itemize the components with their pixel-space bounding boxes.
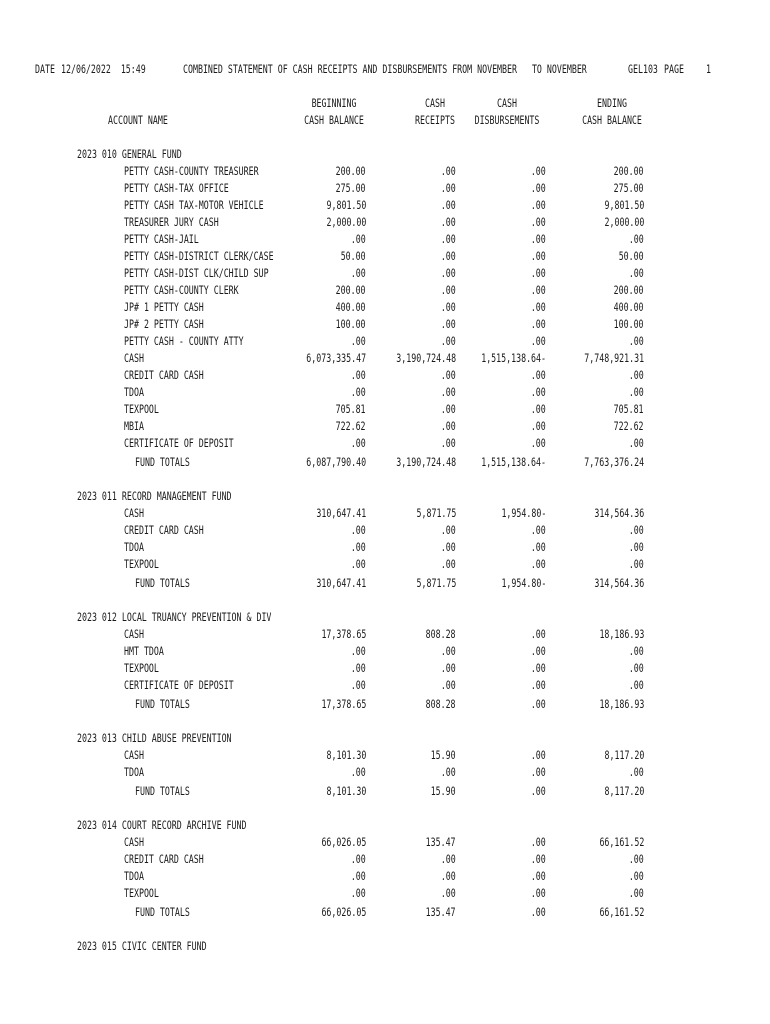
fund-total-receipts: 135.47 bbox=[426, 905, 456, 919]
disbursements-value: .00 bbox=[531, 300, 546, 314]
ending-value: 275.00 bbox=[614, 181, 644, 195]
beginning-value: 2,000.00 bbox=[326, 215, 366, 229]
account-name: HMT TDOA bbox=[124, 644, 164, 658]
disbursements-value: .00 bbox=[531, 765, 546, 779]
fund-totals-label: FUND TOTALS bbox=[135, 455, 190, 469]
ending-value: .00 bbox=[629, 678, 644, 692]
beginning-value: .00 bbox=[351, 385, 366, 399]
beginning-value: 705.81 bbox=[336, 402, 366, 416]
receipts-value: .00 bbox=[441, 765, 456, 779]
receipts-value: 808.28 bbox=[426, 627, 456, 641]
account-name: JP# 1 PETTY CASH bbox=[124, 300, 204, 314]
account-name: CREDIT CARD CASH bbox=[124, 523, 204, 537]
disbursements-value: 1,515,138.64- bbox=[481, 351, 546, 365]
receipts-value: .00 bbox=[441, 181, 456, 195]
ending-value: .00 bbox=[629, 385, 644, 399]
receipts-value: .00 bbox=[441, 368, 456, 382]
account-name: PETTY CASH-DIST CLK/CHILD SUP bbox=[124, 266, 269, 280]
ending-value: .00 bbox=[629, 852, 644, 866]
account-name: TEXPOOL bbox=[124, 661, 159, 675]
receipts-value: .00 bbox=[441, 266, 456, 280]
beginning-value: .00 bbox=[351, 334, 366, 348]
receipts-value: .00 bbox=[441, 869, 456, 883]
ending-value: 8,117.20 bbox=[604, 748, 644, 762]
account-name: CERTIFICATE OF DEPOSIT bbox=[124, 436, 234, 450]
fund-total-disbursements: 1,954.80- bbox=[501, 576, 546, 590]
account-name: CREDIT CARD CASH bbox=[124, 368, 204, 382]
beginning-value: .00 bbox=[351, 232, 366, 246]
ending-value: 66,161.52 bbox=[599, 835, 644, 849]
account-name: PETTY CASH TAX-MOTOR VEHICLE bbox=[124, 198, 264, 212]
fund-total-receipts: 3,190,724.48 bbox=[396, 455, 456, 469]
disbursements-value: .00 bbox=[531, 661, 546, 675]
ending-value: .00 bbox=[629, 334, 644, 348]
ending-value: 18,186.93 bbox=[599, 627, 644, 641]
beginning-value: .00 bbox=[351, 540, 366, 554]
account-name-header: ACCOUNT NAME bbox=[108, 113, 168, 127]
disbursements-value: .00 bbox=[531, 385, 546, 399]
disbursements-value: .00 bbox=[531, 266, 546, 280]
fund-total-beginning: 8,101.30 bbox=[326, 784, 366, 798]
ending-value: 200.00 bbox=[614, 164, 644, 178]
beginning-value: .00 bbox=[351, 852, 366, 866]
disbursements-value: .00 bbox=[531, 249, 546, 263]
account-name: PETTY CASH-COUNTY TREASURER bbox=[124, 164, 259, 178]
account-name: PETTY CASH - COUNTY ATTY bbox=[124, 334, 244, 348]
ending-value: 314,564.36 bbox=[594, 506, 644, 520]
disbursements-value: .00 bbox=[531, 317, 546, 331]
beginning-header-line2: CASH BALANCE bbox=[304, 113, 364, 127]
fund-total-ending: 66,161.52 bbox=[599, 905, 644, 919]
beginning-value: .00 bbox=[351, 368, 366, 382]
receipts-value: .00 bbox=[441, 385, 456, 399]
account-name: PETTY CASH-JAIL bbox=[124, 232, 199, 246]
receipts-header-line2: RECEIPTS bbox=[415, 113, 455, 127]
account-name: TREASURER JURY CASH bbox=[124, 215, 219, 229]
beginning-value: 9,801.50 bbox=[326, 198, 366, 212]
disbursements-value: .00 bbox=[531, 678, 546, 692]
account-name: TEXPOOL bbox=[124, 402, 159, 416]
receipts-value: 15.90 bbox=[431, 748, 456, 762]
receipts-value: .00 bbox=[441, 852, 456, 866]
receipts-value: .00 bbox=[441, 283, 456, 297]
fund-title: 2023 011 RECORD MANAGEMENT FUND bbox=[77, 489, 232, 503]
account-name: JP# 2 PETTY CASH bbox=[124, 317, 204, 331]
beginning-value: .00 bbox=[351, 436, 366, 450]
account-name: CASH bbox=[124, 627, 144, 641]
disbursements-value: .00 bbox=[531, 283, 546, 297]
beginning-value: .00 bbox=[351, 869, 366, 883]
receipts-value: 135.47 bbox=[426, 835, 456, 849]
disbursements-value: .00 bbox=[531, 886, 546, 900]
account-name: CASH bbox=[124, 835, 144, 849]
fund-title: 2023 012 LOCAL TRUANCY PREVENTION & DIV bbox=[77, 610, 272, 624]
beginning-value: .00 bbox=[351, 886, 366, 900]
account-name: PETTY CASH-COUNTY CLERK bbox=[124, 283, 239, 297]
ending-value: .00 bbox=[629, 436, 644, 450]
ending-value: 7,748,921.31 bbox=[584, 351, 644, 365]
beginning-value: .00 bbox=[351, 557, 366, 571]
receipts-value: 3,190,724.48 bbox=[396, 351, 456, 365]
fund-totals-label: FUND TOTALS bbox=[135, 697, 190, 711]
disbursements-value: .00 bbox=[531, 164, 546, 178]
ending-value: .00 bbox=[629, 765, 644, 779]
beginning-value: 400.00 bbox=[336, 300, 366, 314]
receipts-value: .00 bbox=[441, 402, 456, 416]
disbursements-value: .00 bbox=[531, 644, 546, 658]
beginning-value: 66,026.05 bbox=[321, 835, 366, 849]
fund-total-ending: 8,117.20 bbox=[604, 784, 644, 798]
disbursements-value: .00 bbox=[531, 181, 546, 195]
ending-value: .00 bbox=[629, 661, 644, 675]
receipts-header-line1: CASH bbox=[425, 96, 445, 110]
disbursements-value: .00 bbox=[531, 852, 546, 866]
ending-value: 9,801.50 bbox=[604, 198, 644, 212]
beginning-header-line1: BEGINNING bbox=[311, 96, 357, 110]
disbursements-value: .00 bbox=[531, 436, 546, 450]
fund-title: 2023 014 COURT RECORD ARCHIVE FUND bbox=[77, 818, 247, 832]
account-name: CASH bbox=[124, 748, 144, 762]
report-code: GEL103 bbox=[628, 62, 658, 76]
disbursements-value: .00 bbox=[531, 198, 546, 212]
account-name: TEXPOOL bbox=[124, 557, 159, 571]
disbursements-value: .00 bbox=[531, 368, 546, 382]
beginning-value: 100.00 bbox=[336, 317, 366, 331]
receipts-value: .00 bbox=[441, 198, 456, 212]
fund-total-disbursements: .00 bbox=[531, 905, 546, 919]
beginning-value: .00 bbox=[351, 644, 366, 658]
receipts-value: .00 bbox=[441, 557, 456, 571]
account-name: CREDIT CARD CASH bbox=[124, 852, 204, 866]
ending-value: 2,000.00 bbox=[604, 215, 644, 229]
account-name: CASH bbox=[124, 351, 144, 365]
beginning-value: 310,647.41 bbox=[316, 506, 366, 520]
ending-value: .00 bbox=[629, 368, 644, 382]
receipts-value: .00 bbox=[441, 249, 456, 263]
disbursements-value: .00 bbox=[531, 557, 546, 571]
beginning-value: 8,101.30 bbox=[326, 748, 366, 762]
beginning-value: .00 bbox=[351, 765, 366, 779]
ending-value: .00 bbox=[629, 523, 644, 537]
fund-title: 2023 015 CIVIC CENTER FUND bbox=[77, 939, 207, 953]
ending-value: .00 bbox=[629, 540, 644, 554]
receipts-value: .00 bbox=[441, 164, 456, 178]
account-name: CERTIFICATE OF DEPOSIT bbox=[124, 678, 234, 692]
account-name: PETTY CASH-TAX OFFICE bbox=[124, 181, 229, 195]
account-name: CASH bbox=[124, 506, 144, 520]
beginning-value: 200.00 bbox=[336, 283, 366, 297]
beginning-value: .00 bbox=[351, 661, 366, 675]
ending-value: .00 bbox=[629, 266, 644, 280]
disbursements-value: .00 bbox=[531, 334, 546, 348]
ending-value: 400.00 bbox=[614, 300, 644, 314]
fund-title: 2023 013 CHILD ABUSE PREVENTION bbox=[77, 731, 232, 745]
fund-total-beginning: 6,087,790.40 bbox=[306, 455, 366, 469]
receipts-value: .00 bbox=[441, 419, 456, 433]
disbursements-header-line1: CASH bbox=[497, 96, 517, 110]
beginning-value: .00 bbox=[351, 523, 366, 537]
ending-header-line1: ENDING bbox=[597, 96, 627, 110]
fund-total-disbursements: .00 bbox=[531, 697, 546, 711]
disbursements-value: .00 bbox=[531, 835, 546, 849]
beginning-value: 275.00 bbox=[336, 181, 366, 195]
account-name: TEXPOOL bbox=[124, 886, 159, 900]
beginning-value: 50.00 bbox=[341, 249, 366, 263]
fund-totals-label: FUND TOTALS bbox=[135, 905, 190, 919]
fund-total-receipts: 5,871.75 bbox=[416, 576, 456, 590]
page-label: PAGE bbox=[664, 62, 684, 76]
receipts-value: .00 bbox=[441, 334, 456, 348]
ending-value: .00 bbox=[629, 886, 644, 900]
beginning-value: .00 bbox=[351, 678, 366, 692]
disbursements-value: .00 bbox=[531, 627, 546, 641]
report-title: COMBINED STATEMENT OF CASH RECEIPTS AND DISBURSEMENTS FROM NOVEMBER TO NOVEMBER bbox=[183, 62, 587, 76]
disbursements-value: .00 bbox=[531, 232, 546, 246]
receipts-value: .00 bbox=[441, 232, 456, 246]
ending-value: .00 bbox=[629, 557, 644, 571]
receipts-value: .00 bbox=[441, 886, 456, 900]
fund-total-ending: 314,564.36 bbox=[594, 576, 644, 590]
disbursements-value: .00 bbox=[531, 215, 546, 229]
account-name: TDOA bbox=[124, 385, 144, 399]
beginning-value: 722.62 bbox=[336, 419, 366, 433]
report-date-label: DATE bbox=[35, 62, 55, 76]
disbursements-value: .00 bbox=[531, 419, 546, 433]
receipts-value: .00 bbox=[441, 540, 456, 554]
ending-value: 50.00 bbox=[619, 249, 644, 263]
disbursements-header-line2: DISBURSEMENTS bbox=[474, 113, 540, 127]
ending-value: .00 bbox=[629, 232, 644, 246]
disbursements-value: .00 bbox=[531, 402, 546, 416]
ending-value: .00 bbox=[629, 869, 644, 883]
receipts-value: .00 bbox=[441, 644, 456, 658]
fund-total-ending: 18,186.93 bbox=[599, 697, 644, 711]
disbursements-value: 1,954.80- bbox=[501, 506, 546, 520]
fund-total-ending: 7,763,376.24 bbox=[584, 455, 644, 469]
account-name: TDOA bbox=[124, 540, 144, 554]
account-name: MBIA bbox=[124, 419, 144, 433]
account-name: TDOA bbox=[124, 765, 144, 779]
receipts-value: .00 bbox=[441, 678, 456, 692]
disbursements-value: .00 bbox=[531, 869, 546, 883]
receipts-value: .00 bbox=[441, 215, 456, 229]
ending-header-line2: CASH BALANCE bbox=[582, 113, 642, 127]
beginning-value: 6,073,335.47 bbox=[306, 351, 366, 365]
fund-total-beginning: 66,026.05 bbox=[321, 905, 366, 919]
beginning-value: 200.00 bbox=[336, 164, 366, 178]
ending-value: .00 bbox=[629, 644, 644, 658]
fund-total-beginning: 17,378.65 bbox=[321, 697, 366, 711]
ending-value: 705.81 bbox=[614, 402, 644, 416]
receipts-value: .00 bbox=[441, 317, 456, 331]
receipts-value: .00 bbox=[441, 523, 456, 537]
disbursements-value: .00 bbox=[531, 523, 546, 537]
receipts-value: .00 bbox=[441, 661, 456, 675]
ending-value: 722.62 bbox=[614, 419, 644, 433]
fund-total-disbursements: 1,515,138.64- bbox=[481, 455, 546, 469]
fund-total-receipts: 15.90 bbox=[431, 784, 456, 798]
beginning-value: 17,378.65 bbox=[321, 627, 366, 641]
fund-title: 2023 010 GENERAL FUND bbox=[77, 147, 182, 161]
receipts-value: .00 bbox=[441, 436, 456, 450]
fund-totals-label: FUND TOTALS bbox=[135, 784, 190, 798]
beginning-value: .00 bbox=[351, 266, 366, 280]
account-name: TDOA bbox=[124, 869, 144, 883]
account-name: PETTY CASH-DISTRICT CLERK/CASE bbox=[124, 249, 274, 263]
fund-total-beginning: 310,647.41 bbox=[316, 576, 366, 590]
receipts-value: .00 bbox=[441, 300, 456, 314]
report-date-time: 12/06/2022 15:49 bbox=[61, 62, 146, 76]
receipts-value: 5,871.75 bbox=[416, 506, 456, 520]
fund-total-disbursements: .00 bbox=[531, 784, 546, 798]
ending-value: 100.00 bbox=[614, 317, 644, 331]
disbursements-value: .00 bbox=[531, 540, 546, 554]
fund-total-receipts: 808.28 bbox=[426, 697, 456, 711]
disbursements-value: .00 bbox=[531, 748, 546, 762]
fund-totals-label: FUND TOTALS bbox=[135, 576, 190, 590]
ending-value: 200.00 bbox=[614, 283, 644, 297]
page-number: 1 bbox=[706, 62, 711, 76]
